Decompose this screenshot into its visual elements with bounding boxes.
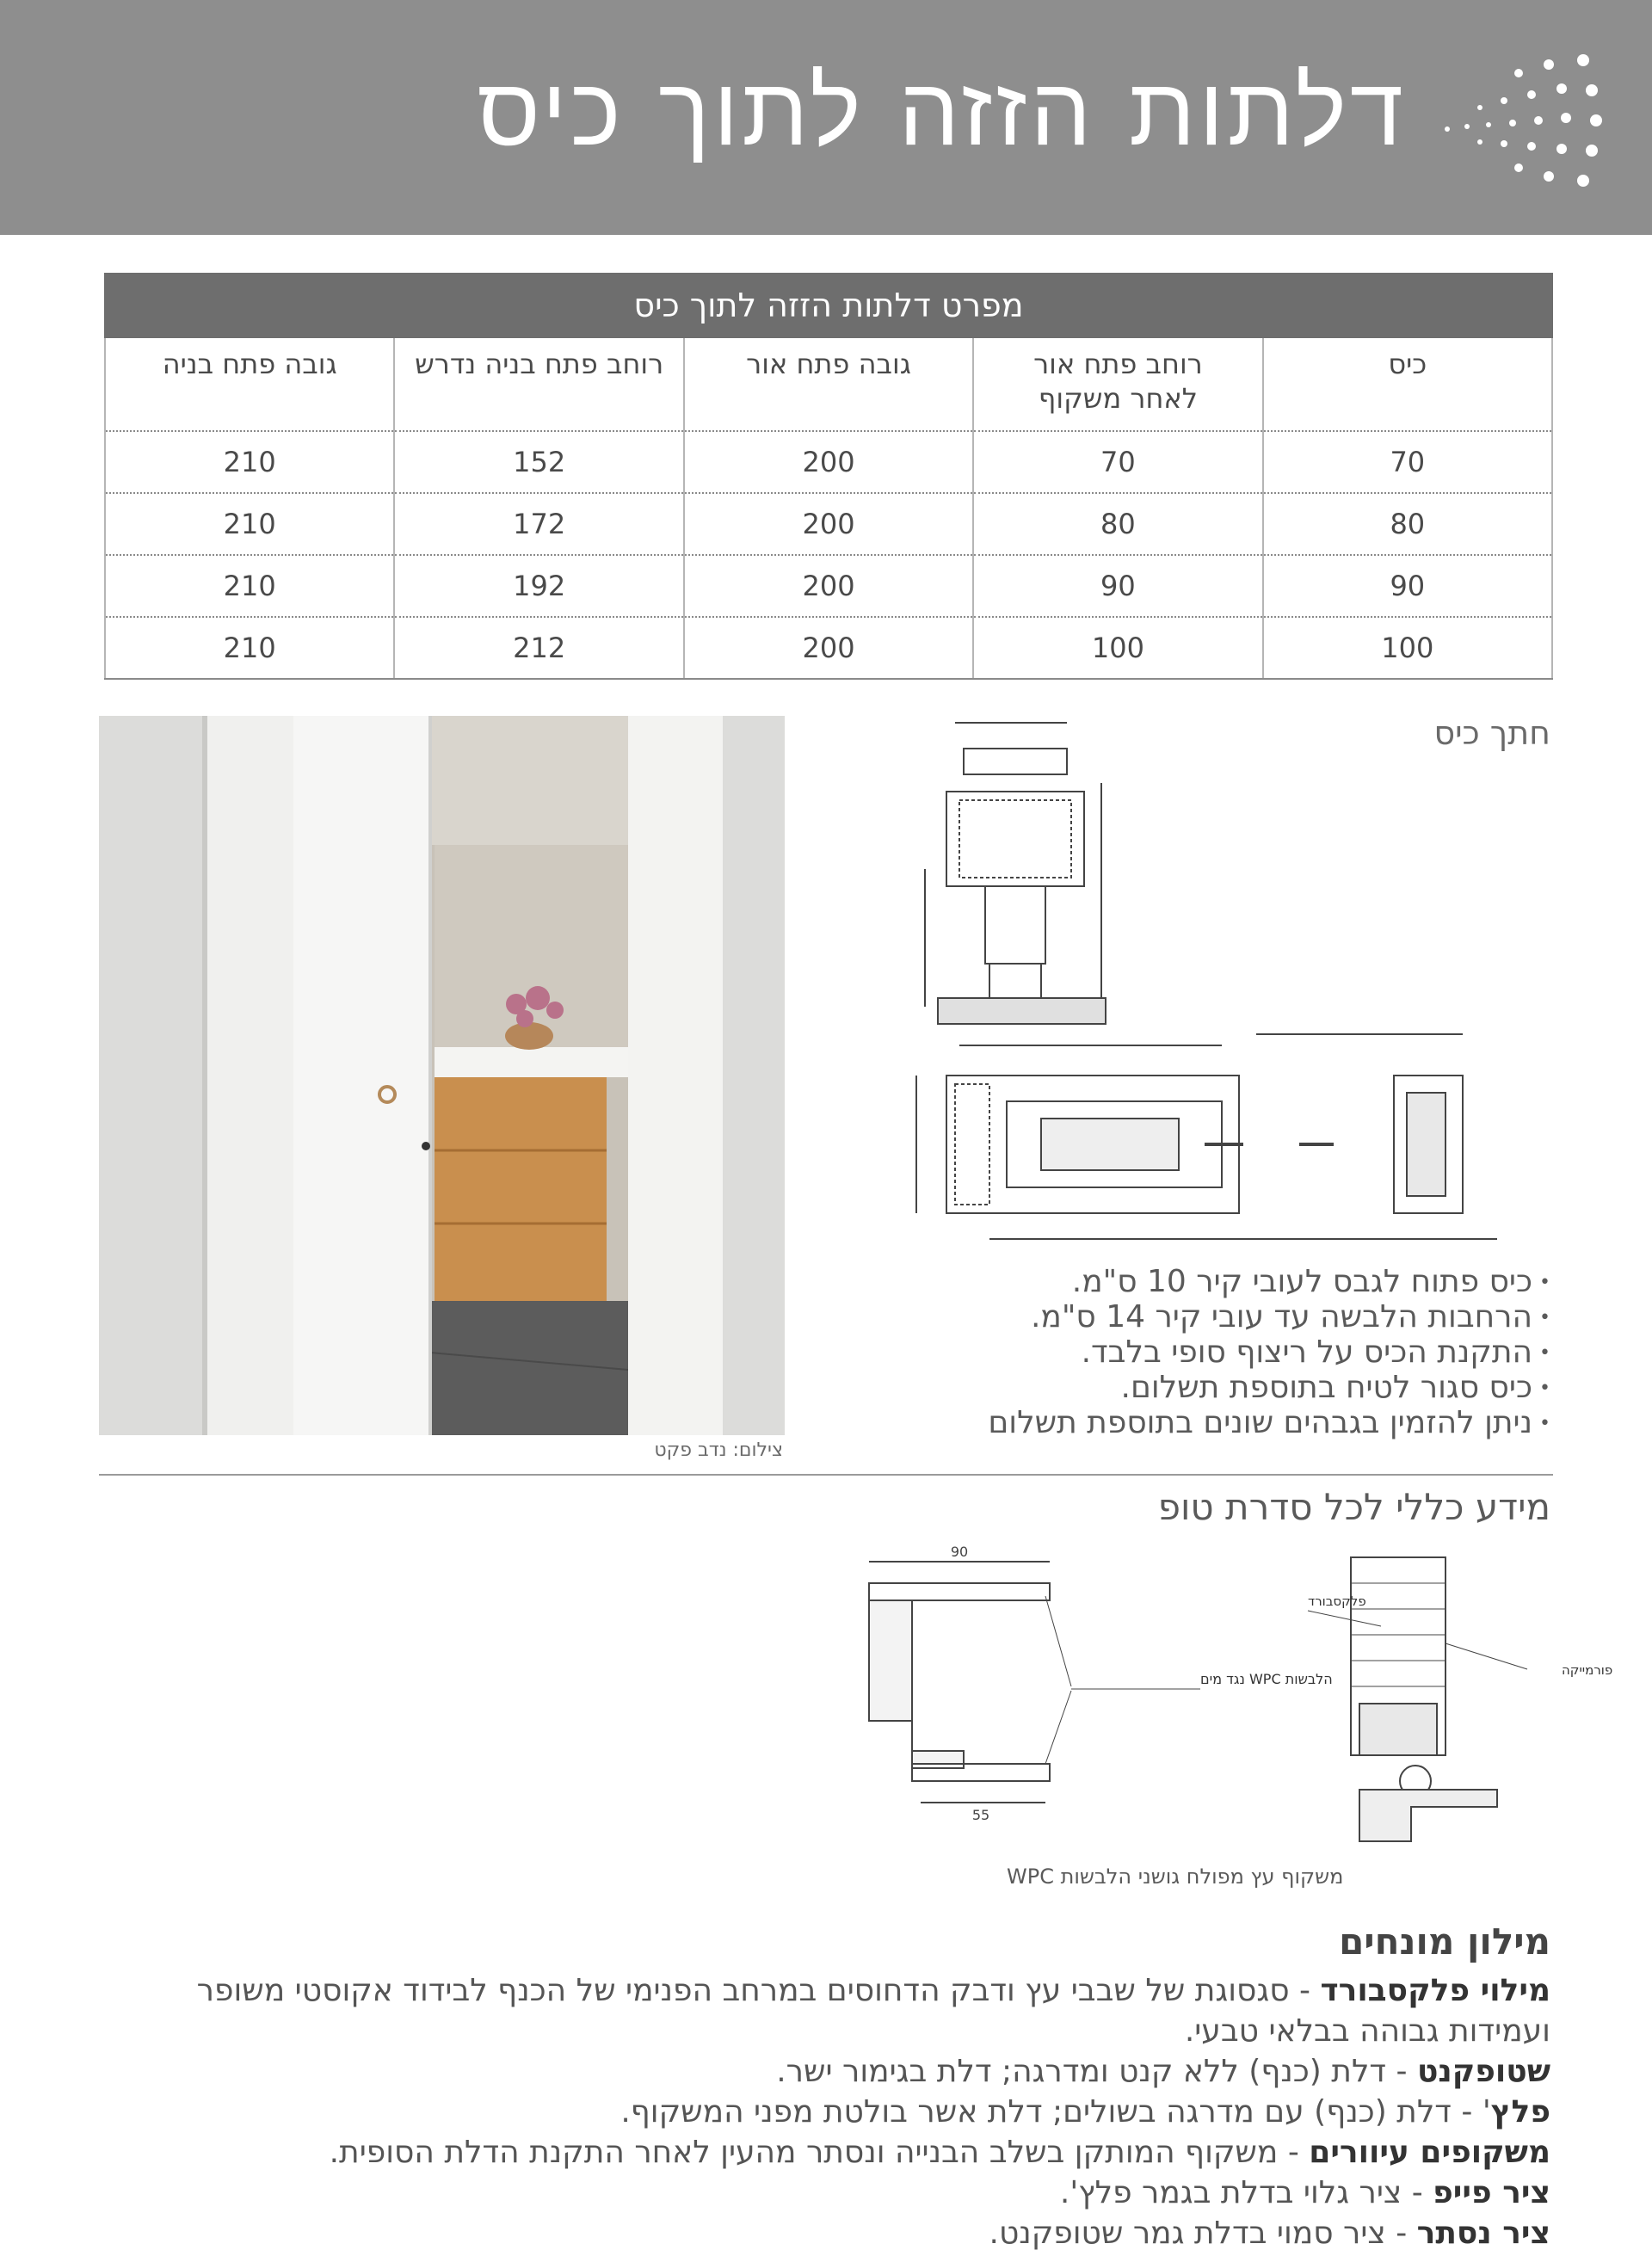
glossary-entry: משקופים עיוורים - משקוף המותקן בשלב הבנייה ונסתר מהעין לאחר התקנת הדלת הסופית. [329,2135,1550,2170]
spec-table-title: מפרט דלתות הזזה לתוך כיס [104,273,1553,338]
table-cell: 70 [1263,431,1552,493]
glossary-entry: ציר נסתר - ציר סמוי בדלת גמר שטופקנט. [989,2216,1550,2251]
table-row [105,431,1552,493]
table-cell: 210 [105,493,394,555]
table-cell: 90 [1263,555,1552,617]
table-cell: 172 [394,493,683,555]
list-item: •ניתן להזמין בגבהים שונים בתוספת תשלום [988,1405,1550,1440]
frame-profile-drawing [860,1544,1333,1841]
column-header: רוחב פתח אור לאחר משקוף [973,338,1262,431]
table-cell: 210 [105,431,394,493]
list-item: •כיס סגור לטיח בתוספת תשלום. [1120,1370,1550,1405]
dim-bottom-label: 55 [971,1807,990,1823]
photo-credit: צילום: נדב פקט [654,1439,783,1461]
glossary-entry: שטופקנט - דלת (כנף) ללא קנט ומדרגה; דלת בגימור ישר. [776,2054,1550,2089]
table-cell: 210 [105,555,394,617]
column-header: גובה פתח אור [684,338,973,431]
column-header: גובה פתח בניה [105,338,394,431]
pocket-section-drawing [912,714,1514,1256]
table-cell: 200 [684,493,973,555]
frame-caption: משקוף עץ מפולח גושני הלבשות WPC [1007,1865,1344,1889]
dots-logo-icon [1437,47,1609,194]
table-cell: 200 [684,431,973,493]
table-row [105,555,1552,617]
general-info-title: מידע כללי לכל סדרת טופ [1157,1486,1550,1528]
glossary-entry: ציר פייפ - ציר גלוי בדלת בגמר פלץ'. [1059,2175,1550,2210]
section-divider [99,1474,1553,1476]
list-item: •התקנת הכיס על ריצוף סופי בלבד. [1081,1334,1550,1370]
glossary-entry: מילוי פלקסבורד - סגסוגת של שבבי עץ ודבק הדחוסים במרחב הפנימי של הכנף לבידוד אקוסטי משופר ועמידות גבוהה בבלאי טבעי. [196,1973,1550,2049]
page-header [0,0,1652,235]
table-cell: 100 [973,617,1262,679]
table-cell: 152 [394,431,683,493]
table-cell: 210 [105,617,394,679]
glossary [122,1970,1550,2253]
section-label: חתך כיס [1433,714,1550,752]
column-header: רוחב פתח בניה נדרש [394,338,683,431]
flexboard-label: פלקסבורד [1308,1593,1366,1609]
dim-top-label: 90 [950,1544,969,1560]
column-header: כיס [1263,338,1552,431]
list-item: •הרחבות הלבשה עד עובי קיר 14 ס"מ. [1030,1299,1550,1334]
glossary-entry: פלץ' - דלת (כנף) עם מדרגה בשולים; דלת אשר בולטת מפני המשקוף. [620,2094,1550,2130]
page-title: דלתות הזזה לתוך כיס [477,56,1407,168]
table-cell: 90 [973,555,1262,617]
wpc-label: הלבשות WPC נגד מים [1200,1671,1333,1687]
formica-label: פורמייקה [1562,1662,1613,1678]
table-row [105,617,1552,679]
door-photo [99,716,785,1435]
glossary-title: מילון מונחים [1339,1920,1550,1963]
table-cell: 212 [394,617,683,679]
door-profile-drawing [1239,1549,1613,1850]
list-item: •כיס פתוח לגבס לעובי קיר 10 ס"מ. [1071,1264,1550,1299]
table-row [105,493,1552,555]
pocket-door-illustration [99,716,785,1435]
spec-grid [104,338,1553,680]
table-cell: 100 [1263,617,1552,679]
table-cell: 80 [1263,493,1552,555]
table-cell: 200 [684,617,973,679]
spec-table [104,273,1553,680]
table-cell: 200 [684,555,973,617]
table-cell: 80 [973,493,1262,555]
section-notes [776,1265,1550,1441]
table-cell: 70 [973,431,1262,493]
table-cell: 192 [394,555,683,617]
